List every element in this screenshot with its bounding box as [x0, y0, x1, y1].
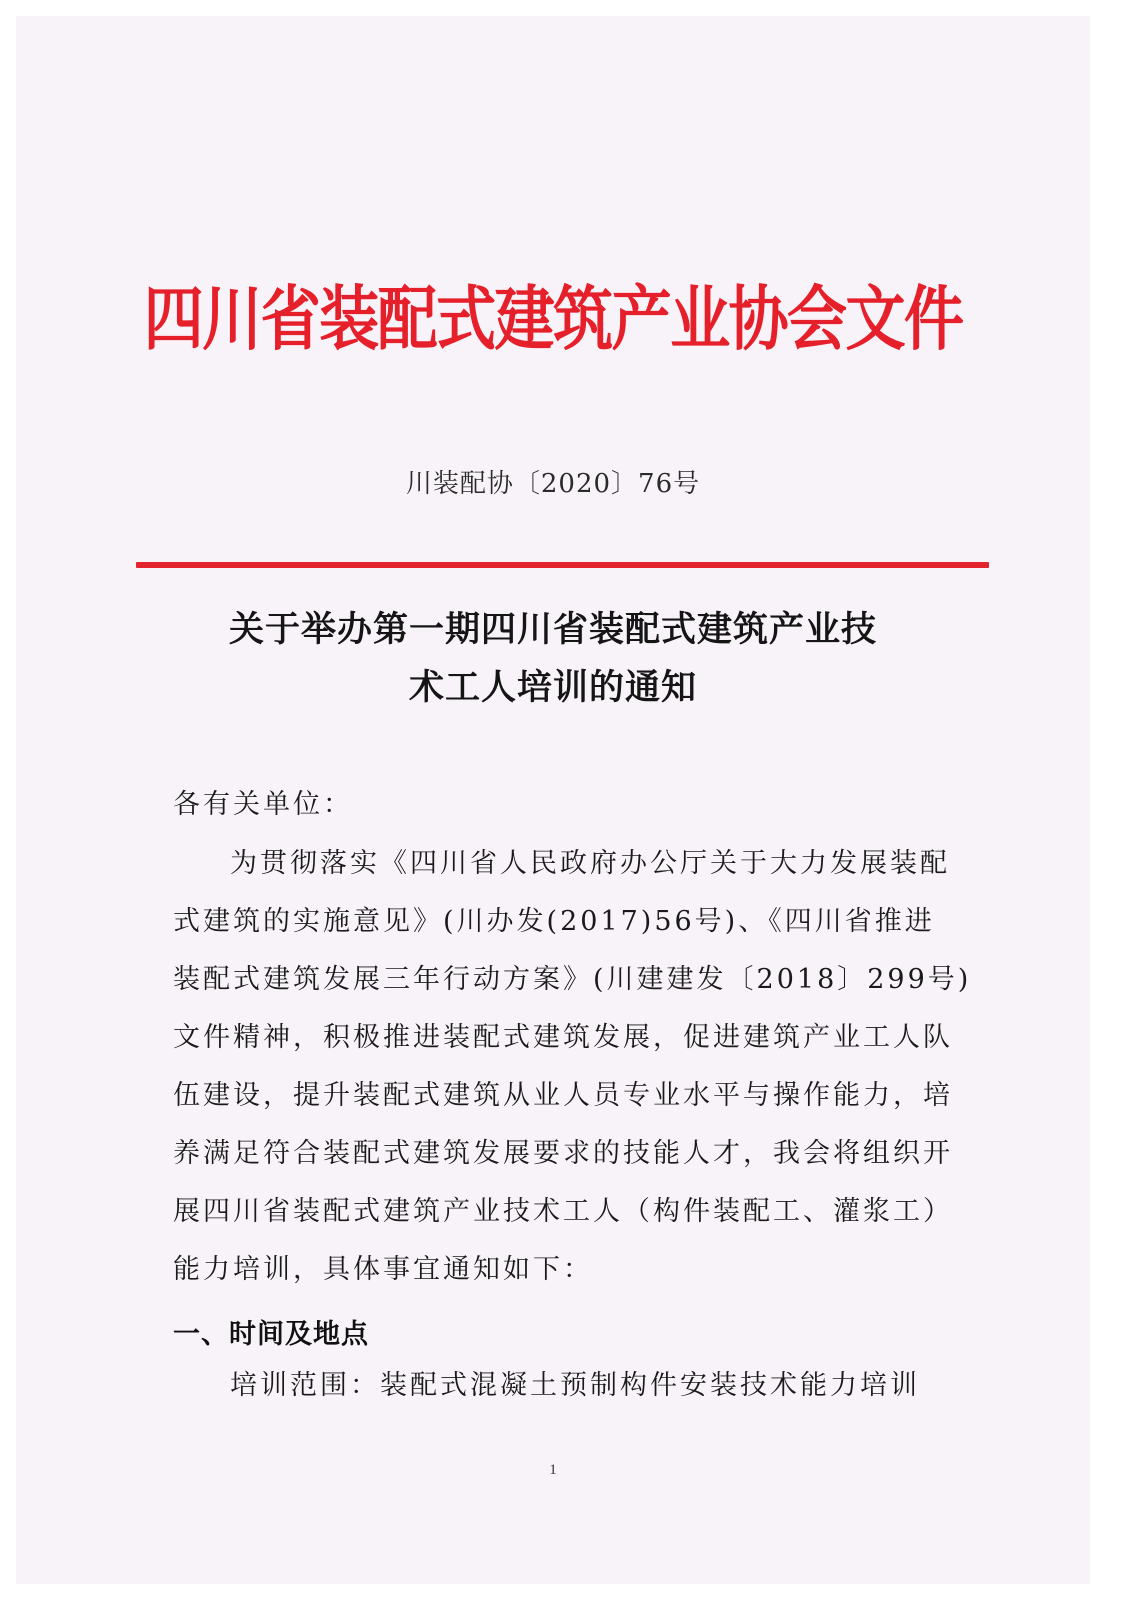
salutation: 各有关单位： — [173, 789, 353, 820]
training-scope: 培训范围：装配式混凝土预制构件安装技术能力培训 — [230, 1370, 920, 1401]
paragraph-line: 文件精神，积极推进装配式建筑发展，促进建筑产业工人队 — [173, 1022, 953, 1053]
page-number: 1 — [549, 1462, 557, 1478]
section-heading: 一、时间及地点 — [173, 1319, 369, 1350]
document-number: 川装配协〔2020〕76号 — [405, 469, 701, 499]
paragraph-line: 装配式建筑发展三年行动方案》(川建建发〔2018〕299号) — [173, 964, 972, 995]
paragraph-line: 为贯彻落实《四川省人民政府办公厅关于大力发展装配 — [230, 848, 950, 879]
document-page — [16, 16, 1090, 1584]
document-title — [16, 601, 1090, 717]
paragraph-line: 能力培训，具体事宜通知如下： — [173, 1254, 593, 1285]
paragraph-line: 伍建设，提升装配式建筑从业人员专业水平与操作能力，培 — [173, 1080, 953, 1111]
paragraph-line: 养满足符合装配式建筑发展要求的技能人才，我会将组织开 — [173, 1138, 953, 1169]
paragraph-line: 式建筑的实施意见》(川办发(2017)56号)、《四川省推进 — [173, 906, 935, 937]
red-divider-rule — [136, 562, 989, 568]
title-line-1: 关于举办第一期四川省装配式建筑产业技 — [228, 610, 877, 650]
title-line-2: 术工人培训的通知 — [408, 668, 697, 708]
issuer-masthead: 四川省装配式建筑产业协会文件 — [143, 277, 963, 360]
paragraph-line: 展四川省装配式建筑产业技术工人（构件装配工、灌浆工） — [173, 1196, 953, 1227]
